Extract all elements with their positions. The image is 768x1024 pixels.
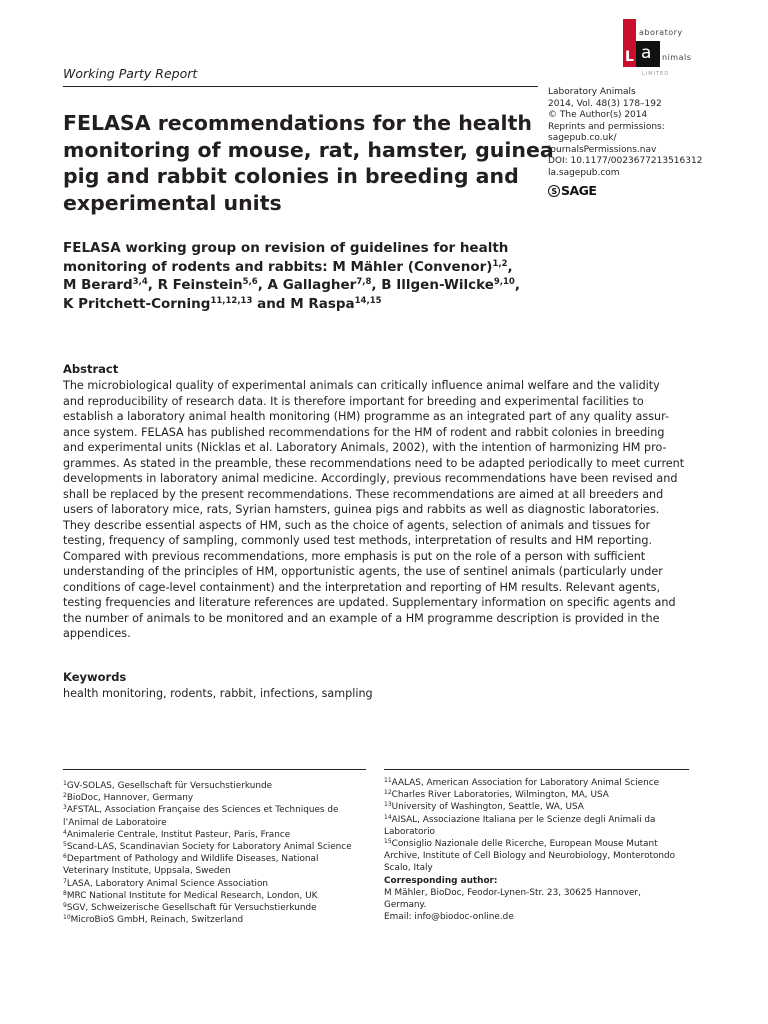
author-block — [63, 239, 533, 313]
footnote-item — [63, 817, 368, 829]
footnote-sup: 13 — [384, 801, 392, 809]
footnotes-right-column — [384, 777, 689, 923]
author-line-2 — [63, 258, 533, 277]
footnote-text: Scand-LAS, Scandinavian Society for Laboratory Animal Science — [66, 842, 352, 853]
journal-reprints: Reprints and permissions: — [548, 121, 665, 132]
footnote-item — [384, 777, 689, 789]
abstract-line: conditions of cage-level containment) and the interpretation and reporting of HM results. Relevant agents, — [63, 580, 661, 594]
footnote-sup: 4 — [63, 828, 67, 836]
abstract-line: Compared with previous recommendations, more emphasis is put on the role of a person with sufficient — [63, 549, 646, 563]
abstract-line: grammes. As stated in the preamble, these recommendations need to be adapted periodically to meet current — [63, 456, 685, 470]
footnote-text: Animalerie Centrale, Institut Pasteur, Paris, France — [66, 829, 291, 840]
footnote-sup: 1 — [63, 780, 67, 787]
author-affil-sup: 1,2 — [492, 258, 508, 269]
footnote-sup: 10 — [63, 914, 71, 922]
footnote-sup: 2 — [63, 792, 67, 800]
journal-reprints-url-1[interactable]: sagepub.co.uk/ — [548, 133, 617, 143]
footnote-sup: 11 — [384, 777, 392, 784]
title-line: experimental units — [63, 190, 282, 215]
footnote-item — [63, 890, 368, 902]
footnote-text: Consiglio Nazionale delle Ricerche, European Mouse Mutant — [391, 839, 658, 850]
footnote-text: Scalo, Italy — [384, 863, 433, 874]
corresponding-author-email[interactable]: Email: info@biodoc-online.de — [384, 912, 514, 923]
header-rule — [63, 86, 538, 87]
logo-letter-l: L — [625, 49, 634, 65]
author-sep: , — [507, 258, 513, 275]
journal-logo — [623, 19, 703, 77]
footnote-item — [63, 865, 368, 877]
author-affil-sup: 7,8 — [356, 277, 372, 287]
journal-volume: 2014, Vol. 48(3) 178–192 — [548, 98, 662, 109]
footnote-item — [63, 878, 368, 890]
abstract-line: establish a laboratory animal health monitoring (HM) programme as an integrated part of any quality assur- — [63, 410, 670, 423]
logo-letter-a: a — [641, 43, 652, 63]
footnote-sup: 15 — [384, 838, 392, 846]
abstract-line: users of laboratory mice, rats, Syrian hamsters, guinea pigs and rabbits as well as diagnostic laboratories. — [63, 503, 660, 516]
logo-a-block — [636, 41, 660, 67]
footnote-text: Archive, Institute of Cell Biology and Neurobiology, Monterotondo — [384, 851, 676, 862]
footnote-text: AISAL, Associazione Italiana per le Scienze degli Animali da — [391, 814, 656, 825]
abstract-line: They describe essential aspects of HM, such as the choice of agents, selection of animals and tissues for — [63, 518, 651, 532]
footnote-text: Charles River Laboratories, Wilmington, MA, USA — [391, 790, 609, 801]
sage-logo — [548, 183, 596, 198]
title-line: pig and rabbit colonies in breeding and — [63, 164, 519, 188]
corresponding-author-line: M Mähler, BioDoc, Feodor-Lynen-Str. 23, 30625 Hannover, — [384, 887, 641, 898]
footnote-sup: 9 — [63, 902, 67, 910]
abstract-line: testing, frequency of sampling, commonly used test methods, interpretation of results and HM reporting. — [63, 534, 653, 547]
journal-doi[interactable]: DOI: 10.1177/0023677213516312 — [548, 156, 703, 166]
author-name: K Pritchett-Corning — [63, 295, 211, 312]
footnote-text: AALAS, American Association for Laboratory Animal Science — [391, 778, 660, 788]
abstract-line: testing frequencies and literature references are updated. Supplementary information on specific agents and — [63, 596, 676, 609]
abstract-line: the number of animals to be monitored and an example of a HM programme description is provided in the — [63, 611, 660, 625]
title-line: FELASA recommendations for the health — [63, 111, 532, 135]
author-affil-sup: 9,10 — [493, 277, 515, 287]
footnote-sup: 7 — [63, 877, 67, 885]
footnote-item — [63, 792, 368, 804]
author-name: B Illgen-Wilcke — [381, 277, 494, 293]
footnote-item — [63, 780, 368, 792]
corresponding-author-line: Germany. — [384, 900, 427, 911]
sage-icon: S — [548, 185, 560, 197]
logo-l-block — [623, 19, 636, 67]
journal-copyright: © The Author(s) 2014 — [548, 110, 648, 120]
article-title — [63, 110, 554, 216]
footnote-item — [63, 804, 368, 816]
author-sep: , — [514, 277, 520, 293]
footnote-item — [63, 829, 368, 841]
journal-url[interactable]: la.sagepub.com — [548, 167, 620, 178]
footnote-item — [384, 838, 689, 850]
report-type-label: Working Party Report — [63, 66, 198, 81]
footnote-text: Department of Pathology and Wildlife Diseases, National — [66, 854, 319, 865]
abstract-line: ance system. FELASA has published recommendations for the HM of rodent and rabbit colonies in breeding — [63, 425, 665, 439]
author-line-1: FELASA working group on revision of guidelines for health — [63, 240, 509, 256]
abstract-line: The microbiological quality of experimental animals can critically influence animal welfare and the validity — [63, 379, 660, 392]
author-affil-sup: 5,6 — [242, 277, 258, 287]
abstract-heading: Abstract — [63, 362, 119, 376]
corresponding-author-label: Corresponding author: — [384, 875, 498, 886]
title-line: monitoring of mouse, rat, hamster, guinea — [63, 137, 554, 162]
author-affil-sup: 14,15 — [354, 295, 382, 306]
author-line-3 — [63, 276, 533, 295]
footnote-item — [63, 853, 368, 865]
author-name: M Berard — [63, 277, 133, 293]
journal-name: Laboratory Animals — [548, 87, 636, 97]
footnote-sup: 6 — [63, 853, 67, 861]
footnote-item — [63, 902, 368, 914]
journal-info — [548, 87, 748, 179]
logo-word-small: LIMITED — [642, 71, 670, 77]
footnote-item — [384, 826, 689, 838]
author-name: A Gallagher — [267, 277, 357, 293]
footnote-text: GV-SOLAS, Gesellschaft für Versuchstierkunde — [66, 781, 273, 791]
abstract-body — [63, 378, 693, 642]
author-name: M Raspa — [290, 295, 355, 312]
footnote-text: AFSTAL, Association Française des Sciences et Techniques de — [66, 805, 339, 816]
footnote-text: BioDoc, Hannover, Germany — [66, 793, 194, 804]
abstract-line: shall be replaced by the present recommendations. These recommendations are aimed at all breeders and — [63, 487, 664, 501]
author-sep: , — [257, 277, 268, 293]
footnote-text: l’Animal de Laboratoire — [63, 817, 167, 828]
abstract-line: developments in laboratory animal medicine. Accordingly, previous recommendations have been revised and — [63, 472, 678, 485]
footnote-sup: 14 — [384, 813, 392, 821]
footnote-item — [384, 801, 689, 813]
logo-word-bottom: nimals — [662, 53, 692, 62]
author-affil-sup: 11,12,13 — [210, 295, 253, 306]
keywords-heading: Keywords — [63, 670, 127, 684]
author-sep: , — [371, 277, 382, 293]
author-sep: , — [147, 277, 158, 293]
footnote-item — [384, 814, 689, 826]
footnote-rule-left — [63, 769, 366, 770]
author-line-4 — [63, 295, 533, 314]
footnote-item — [384, 862, 689, 874]
footnote-item — [384, 789, 689, 801]
abstract-line: appendices. — [63, 627, 131, 640]
sage-wordmark: SAGE — [561, 183, 597, 198]
footnote-text: Veterinary Institute, Uppsala, Sweden — [63, 866, 231, 877]
abstract-line: and experimental units (Nicklas et al. Laboratory Animals, 2002), with the intention of harmonizing HM pro- — [63, 441, 667, 454]
journal-reprints-url-2[interactable]: journalsPermissions.nav — [548, 144, 657, 155]
footnote-item — [63, 841, 368, 853]
footnote-item — [384, 850, 689, 862]
footnote-text: LASA, Laboratory Animal Science Association — [66, 878, 269, 889]
logo-word-top: aboratory — [639, 28, 683, 37]
footnote-sup: 12 — [384, 789, 392, 797]
author-group-text: monitoring of rodents and rabbits: M Mähler (Convenor) — [63, 258, 493, 275]
author-name: R Feinstein — [157, 277, 243, 293]
footnote-item — [63, 914, 368, 926]
footnote-text: University of Washington, Seattle, WA, USA — [391, 802, 584, 813]
footnote-sup: 3 — [63, 804, 67, 812]
author-affil-sup: 3,4 — [132, 277, 148, 287]
footnote-text: SGV, Schweizerische Gesellschaft für Versuchstierkunde — [66, 903, 317, 914]
keywords-text: health monitoring, rodents, rabbit, infections, sampling — [63, 687, 373, 700]
author-sep: and — [252, 295, 291, 312]
abstract-line: understanding of the principles of HM, opportunistic agents, the use of sentinel animals (particularly under — [63, 565, 663, 578]
footnote-rule-right — [384, 769, 689, 770]
footnote-text: MicroBioS GmbH, Reinach, Switzerland — [70, 915, 244, 926]
footnote-text: Laboratorio — [384, 826, 435, 837]
footnotes-left-column — [63, 780, 368, 926]
footnote-text: MRC National Institute for Medical Research, London, UK — [66, 890, 318, 901]
footnote-sup: 8 — [63, 889, 67, 897]
footnote-sup: 5 — [63, 841, 67, 849]
abstract-line: and reproducibility of research data. It is therefore important for breeding and experimental facilities to — [63, 394, 644, 408]
